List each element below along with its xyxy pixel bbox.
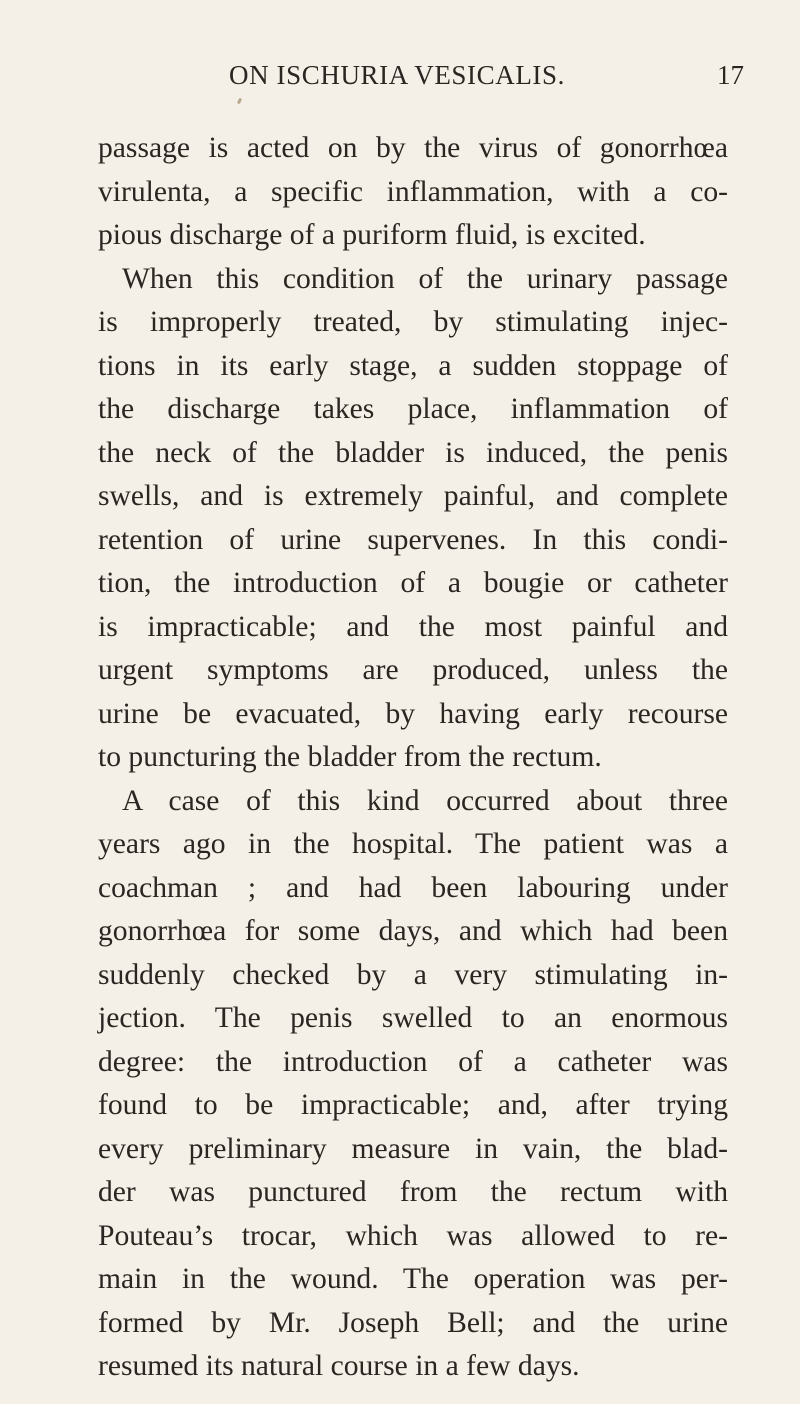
ink-speck [237, 98, 242, 105]
text-line: virulenta, a specific inflammation, with a co- [98, 175, 728, 208]
text-line: found to be impracticable; and, after trying [98, 1089, 728, 1121]
text-line: is improperly treated, by stimulating injec- [98, 306, 728, 338]
text-line: Pouteau’s trocar, which was allowed to re- [98, 1219, 728, 1252]
running-head [0, 60, 800, 100]
page-number: 17 [717, 60, 744, 90]
text-line: tions in its early stage, a sudden stoppage of [98, 349, 728, 382]
text-line: der was punctured from the rectum with [98, 1176, 728, 1208]
text-line: to puncturing the bladder from the rectum. [98, 741, 602, 773]
text-line: the neck of the bladder is induced, the penis [98, 436, 728, 469]
text-line: A case of this kind occurred about three [122, 784, 728, 817]
text-line: passage is acted on by the virus of gonorrhœa [98, 132, 728, 164]
text-line: gonorrhœa for some days, and which had been [98, 915, 728, 947]
text-line: the discharge takes place, inflammation of [98, 393, 728, 425]
text-line: years ago in the hospital. The patient was a [98, 828, 728, 860]
text-line: pious discharge of a puriform fluid, is excited. [98, 219, 646, 251]
text-line: urgent symptoms are produced, unless the [98, 654, 728, 686]
text-line: urine be evacuated, by having early recourse [98, 697, 728, 730]
text-line: main in the wound. The operation was per- [98, 1263, 728, 1295]
text-line: retention of urine supervenes. In this condi- [98, 523, 728, 556]
text-line: degree: the introduction of a catheter was [98, 1045, 728, 1078]
running-title: ON ISCHURIA VESICALIS. [229, 60, 565, 90]
body-text [98, 127, 728, 1389]
text-line: suddenly checked by a very stimulating in- [98, 958, 728, 991]
text-line: jection. The penis swelled to an enormous [98, 1002, 728, 1034]
text-line: every preliminary measure in vain, the blad- [98, 1132, 728, 1165]
text-line: swells, and is extremely painful, and complete [98, 480, 728, 512]
text-line: tion, the introduction of a bougie or catheter [98, 567, 728, 599]
text-line: coachman ; and had been labouring under [98, 871, 728, 904]
text-line: formed by Mr. Joseph Bell; and the urine [98, 1306, 728, 1339]
text-line: resumed its natural course in a few days. [98, 1350, 580, 1382]
text-line: When this condition of the urinary passage [122, 262, 728, 295]
text-line: is impracticable; and the most painful and [98, 610, 728, 643]
